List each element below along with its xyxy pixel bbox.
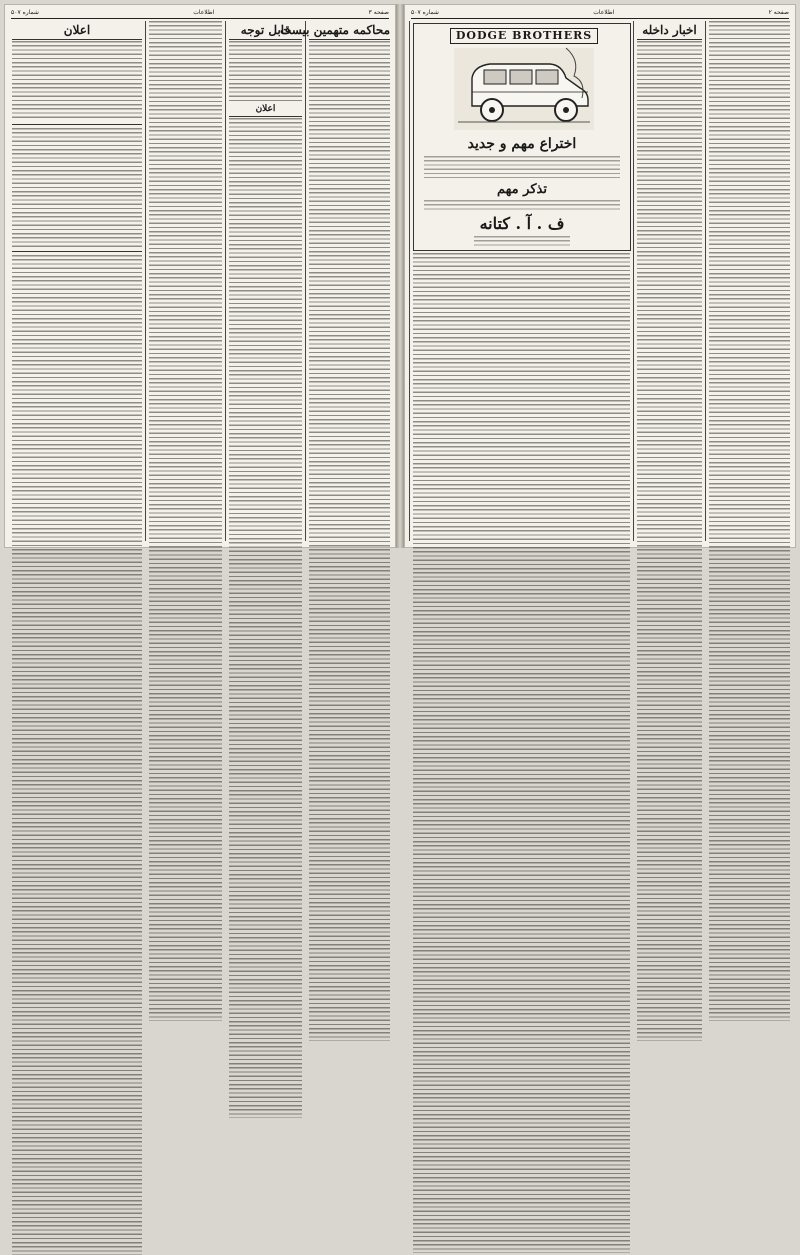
left-page bbox=[4, 4, 396, 548]
left-column-2-body bbox=[229, 118, 302, 1118]
left-column-1-body bbox=[309, 41, 390, 1041]
ad-title: اختراع مهم و جدید bbox=[467, 136, 577, 152]
automobile-illustration bbox=[454, 48, 594, 130]
left-column-4-notice-2 bbox=[12, 128, 142, 248]
ad-address bbox=[474, 236, 570, 246]
ad-notice-text bbox=[424, 200, 620, 210]
left-column-4-divider-2 bbox=[12, 251, 142, 252]
ad-company-name: ف . آ . کتانه bbox=[479, 214, 565, 233]
left-column-2-subheading: اعلان bbox=[229, 103, 302, 117]
left-column-3-body bbox=[149, 21, 222, 1021]
left-column-4-divider bbox=[12, 124, 142, 125]
ad-notice-heading: تذکر مهم bbox=[497, 182, 547, 197]
right-page-number: صفحه ۲ bbox=[768, 9, 789, 16]
spread-gutter bbox=[396, 4, 404, 548]
left-column-1 bbox=[280, 21, 393, 541]
left-column-4-notice-1 bbox=[12, 41, 142, 121]
dodge-brothers-ad bbox=[413, 23, 631, 251]
left-column-1-heading: محاکمه متهمین بیست bbox=[309, 23, 390, 40]
ad-brand-logo: DODGE BROTHERS bbox=[450, 28, 598, 44]
left-column-4 bbox=[9, 21, 145, 541]
left-column-4-body bbox=[12, 255, 142, 1255]
right-paper-name: اطلاعات bbox=[593, 9, 615, 16]
right-column-2 bbox=[633, 21, 705, 541]
ad-description bbox=[424, 156, 620, 178]
left-column-2-intro bbox=[229, 41, 302, 101]
left-column-2-heading: قابل توجه bbox=[229, 23, 302, 40]
left-column-3 bbox=[145, 21, 225, 541]
left-issue-number: شماره ۵۰۷ bbox=[11, 9, 39, 16]
right-column-2-body bbox=[637, 41, 702, 1041]
right-page-folio bbox=[411, 8, 789, 19]
left-column-4-heading: اعلان bbox=[12, 23, 142, 40]
right-column-1 bbox=[705, 21, 793, 541]
right-issue-number: شماره ۵۰۷ bbox=[411, 9, 439, 16]
newspaper-spread bbox=[0, 0, 800, 552]
left-column-2 bbox=[225, 21, 305, 541]
left-paper-name: اطلاعات bbox=[193, 9, 215, 16]
right-column-3-body bbox=[413, 253, 630, 1253]
left-page-number: صفحه ۳ bbox=[368, 9, 389, 16]
right-column-1-body bbox=[709, 21, 790, 1021]
right-column-2-heading: اخبار داخله bbox=[637, 23, 702, 40]
right-page bbox=[404, 4, 796, 548]
left-page-folio bbox=[11, 8, 389, 19]
